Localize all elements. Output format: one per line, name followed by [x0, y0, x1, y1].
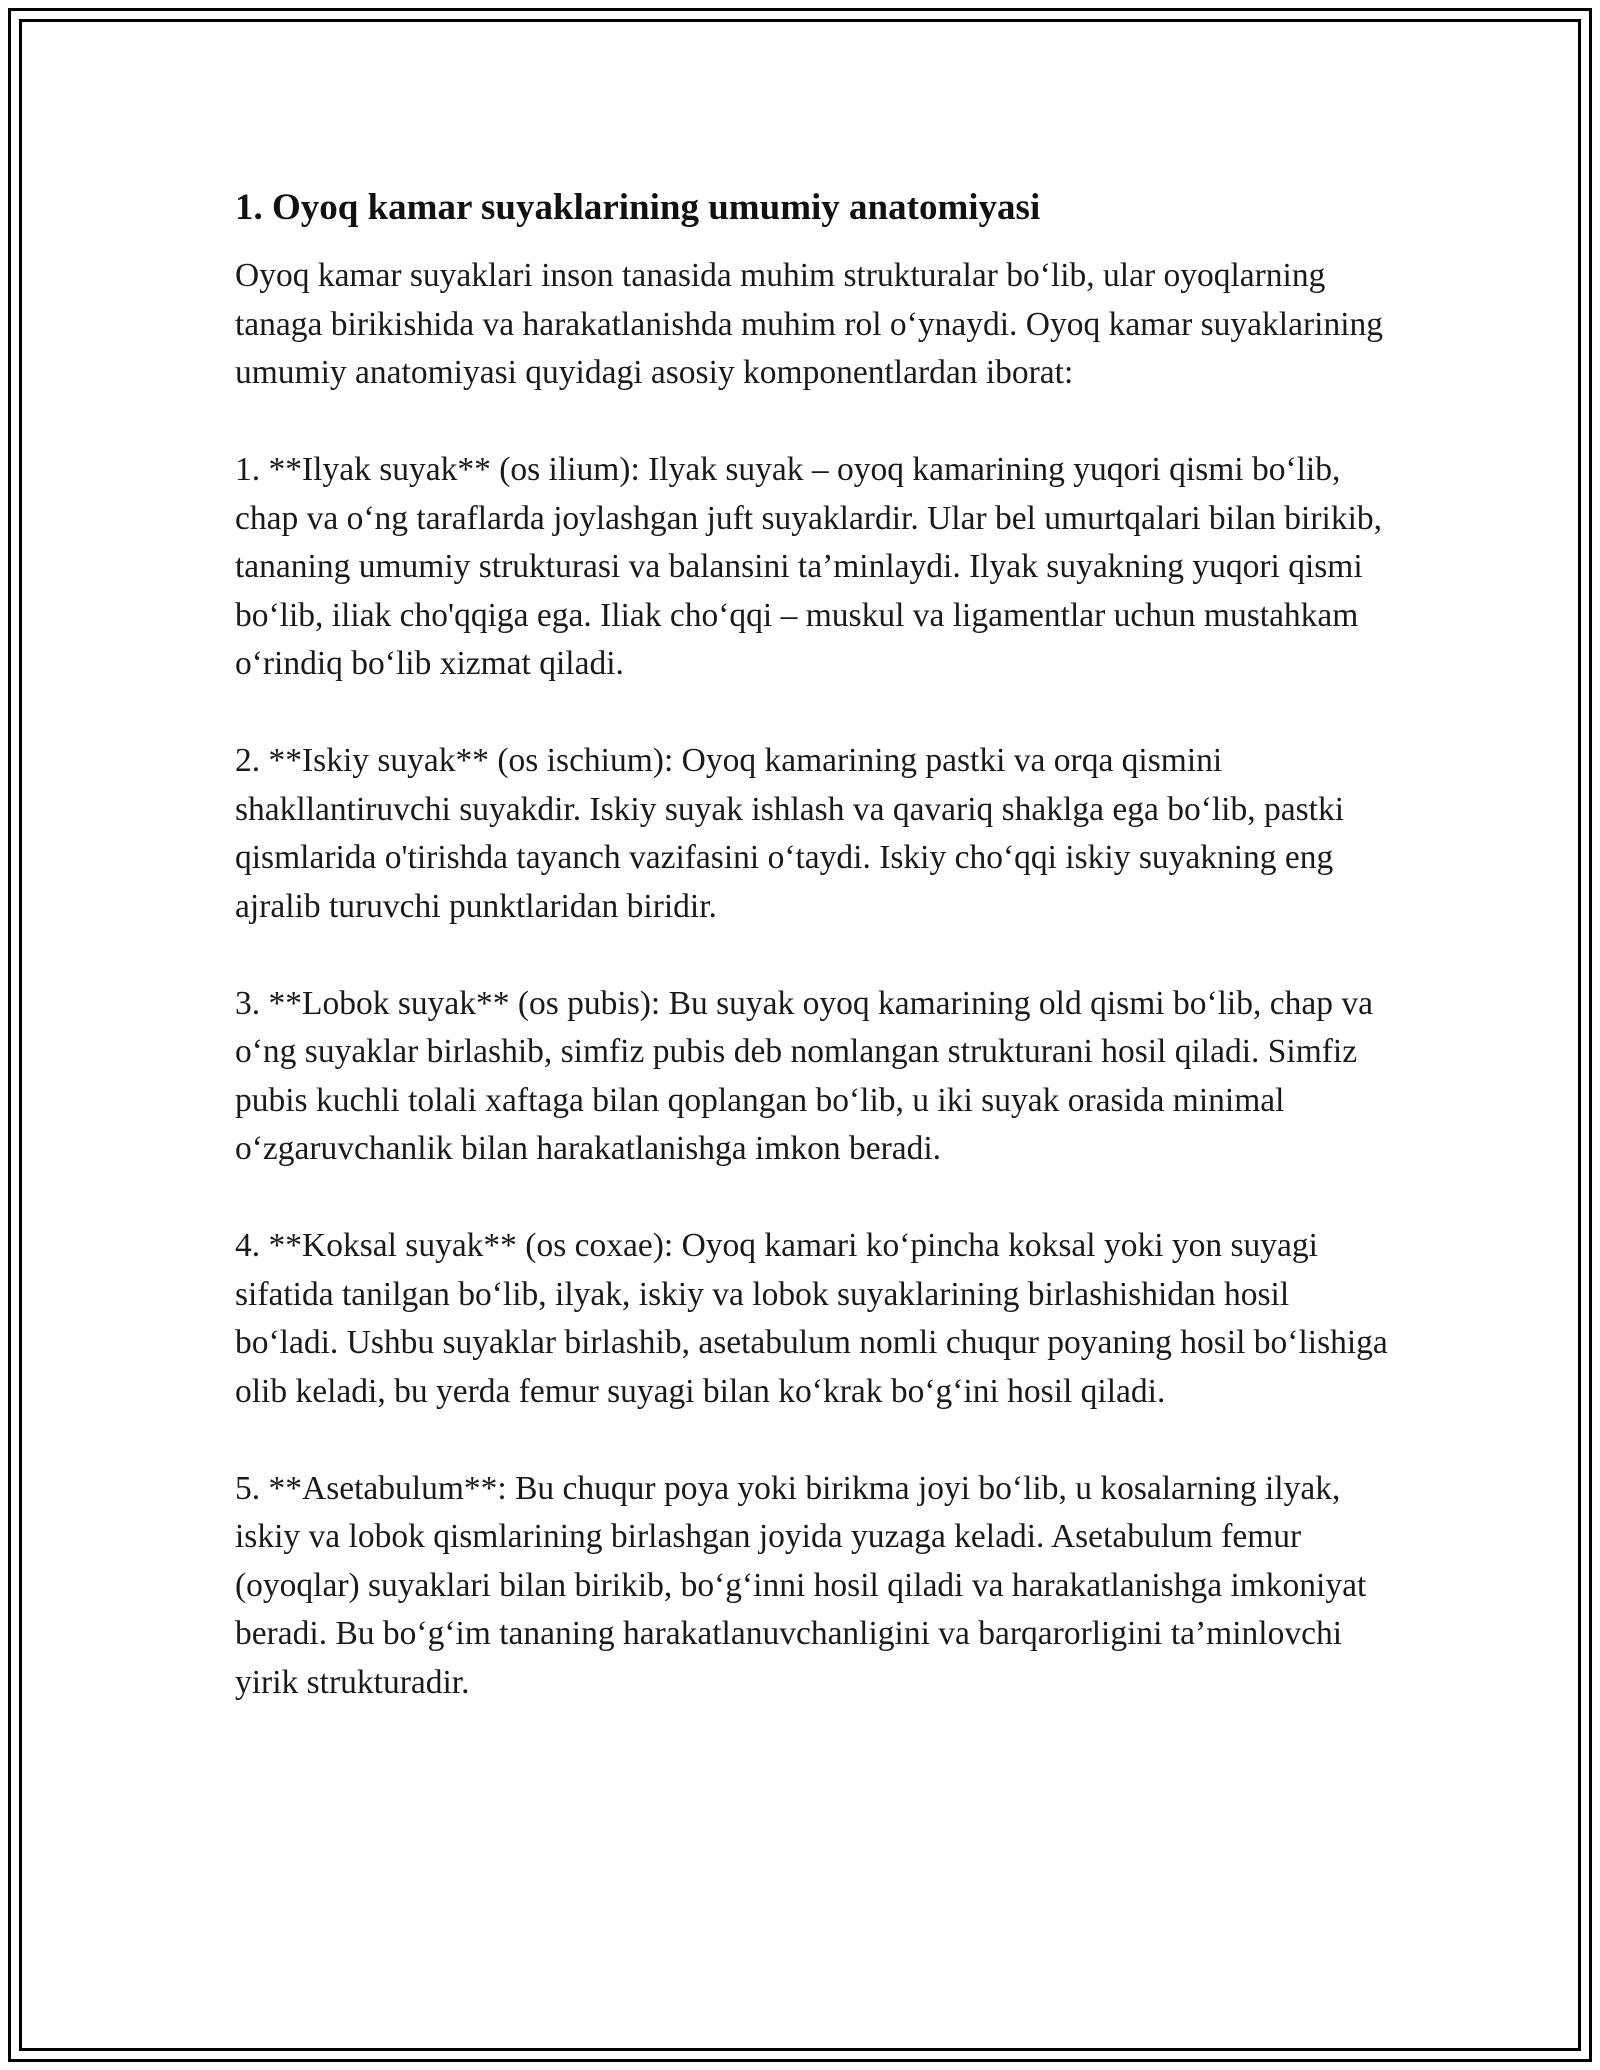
list-item-ischium: 2. **Iskiy suyak** (os ischium): Oyoq kamarining pastki va orqa qismini shakllantiruvchi suyakdir. Iskiy suyak ishlash va qavariq shaklga ega bo‘lib, pastki qismlarida o'tirishda tayanch vazifasini o‘taydi. Iskiy cho‘qqi iskiy suyakning eng ajralib turuvchi punktlaridan biridir.	[235, 742, 1345, 925]
intro-paragraph: Oyoq kamar suyaklari inson tanasida muhim strukturalar bo‘lib, ular oyoqlarning tanaga birikishida va harakatlanishda muhim rol o‘ynaydi. Oyoq kamar suyaklarining umumiy anatomiyasi quyidagi asosiy komponentlardan iborat:	[235, 257, 1383, 392]
document-page	[235, 186, 1400, 1707]
list-item-ilium: 1. **Ilyak suyak** (os ilium): Ilyak suyak – oyoq kamarining yuqori qismi bo‘lib, chap va o‘ng taraflarda joylashgan juft suyaklardir. Ular bel umurtqalari bilan birikib, tananing umumiy strukturasi va balansini ta’minlaydi. Ilyak suyakning yuqori qismi bo‘lib, iliak cho'qqiga ega. Iliak cho‘qqi – muskul va ligamentlar uchun mustahkam o‘rindiq bo‘lib xizmat qiladi.	[235, 451, 1382, 683]
list-item-pubis: 3. **Lobok suyak** (os pubis): Bu suyak oyoq kamarining old qismi bo‘lib, chap va o‘ng suyaklar birlashib, simfiz pubis deb nomlangan strukturani hosil qiladi. Simfiz pubis kuchli tolali xaftaga bilan qoplangan bo‘lib, u iki suyak orasida minimal o‘zgaruvchanlik bilan harakatlanishga imkon beradi.	[235, 984, 1373, 1168]
section-title: 1. Oyoq kamar suyaklarining umumiy anatomiyasi	[235, 187, 1041, 228]
list-item-acetabulum: 5. **Asetabulum**: Bu chuqur poya yoki birikma joyi bo‘lib, u kosalarning ilyak, iskiy va lobok qismlarining birlashgan joyida yuzaga keladi. Asetabulum femur (oyoqlar) suyaklari bilan birikib, bo‘g‘inni hosil qiladi va harakatlanishga imkoniyat beradi. Bu bo‘g‘im tananing harakatlanuvchanligini va barqarorligini ta’minlovchi yirik strukturadir.	[235, 1469, 1367, 1701]
document-body	[235, 252, 1400, 1707]
list-item-coxae: 4. **Koksal suyak** (os coxae): Oyoq kamari ko‘pincha koksal yoki yon suyagi sifatida tanilgan bo‘lib, ilyak, iskiy va lobok suyaklarining birlashishidan hosil bo‘ladi. Ushbu suyaklar birlashib, asetabulum nomli chuqur poyaning hosil bo‘lishiga olib keladi, bu yerda femur suyagi bilan ko‘krak bo‘g‘ini hosil qiladi.	[235, 1227, 1388, 1410]
